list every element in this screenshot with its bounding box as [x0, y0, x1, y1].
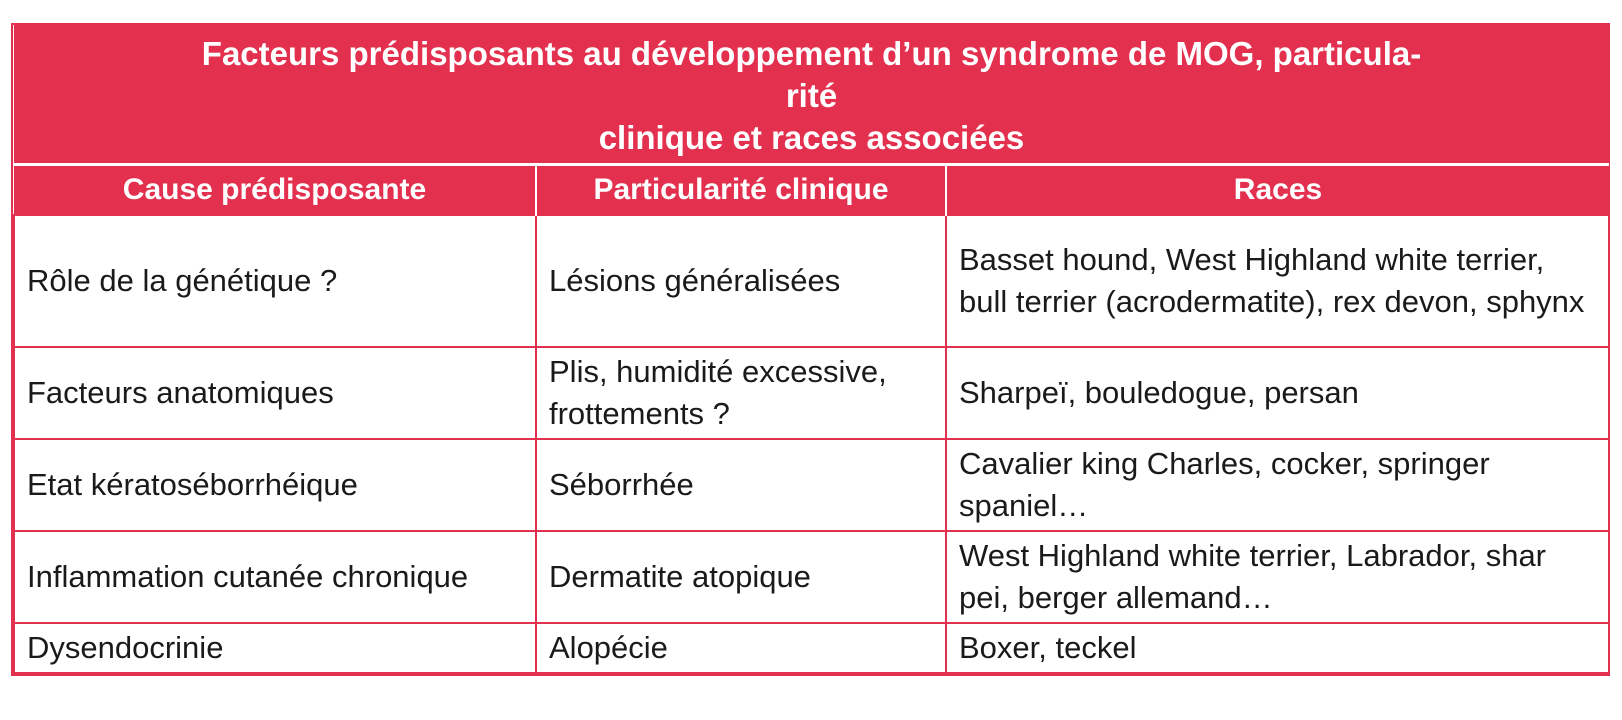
mog-table-container — [11, 23, 1610, 676]
cell-races: Sharpeï, bouledogue, persan — [946, 347, 1609, 439]
table-row — [14, 439, 1609, 531]
title-row — [14, 25, 1609, 165]
header-row — [14, 165, 1609, 215]
cell-clinique: Dermatite atopique — [536, 531, 946, 623]
table-title-line-1: Facteurs prédisposants au développement d’un syndrome de MOG, particula- — [201, 35, 1422, 72]
cell-races: Basset hound, West Highland white terrier, bull terrier (acrodermatite), rex devon, sphynx — [946, 215, 1609, 347]
table-row — [14, 623, 1609, 673]
cell-races: Cavalier king Charles, cocker, springer spaniel… — [946, 439, 1609, 531]
column-header-races: Races — [946, 165, 1609, 215]
table-title-line-2: rité — [785, 77, 838, 114]
cell-cause: Rôle de la génétique ? — [14, 215, 536, 347]
cell-cause: Facteurs anatomiques — [14, 347, 536, 439]
cell-clinique: Plis, humidité excessive, frottements ? — [536, 347, 946, 439]
table-row — [14, 215, 1609, 347]
cell-clinique: Séborrhée — [536, 439, 946, 531]
cell-races: Boxer, teckel — [946, 623, 1609, 673]
cell-races: West Highland white terrier, Labrador, shar pei, berger allemand… — [946, 531, 1609, 623]
cell-clinique: Alopécie — [536, 623, 946, 673]
cell-clinique: Lésions généralisées — [536, 215, 946, 347]
cell-cause: Inflammation cutanée chronique — [14, 531, 536, 623]
mog-factors-table — [13, 25, 1610, 674]
table-title-line-3: clinique et races associées — [598, 119, 1025, 156]
column-header-clinique: Particularité clinique — [536, 165, 946, 215]
cell-cause: Etat kératoséborrhéique — [14, 439, 536, 531]
table-title — [14, 25, 1609, 165]
table-row — [14, 531, 1609, 623]
column-header-cause: Cause prédisposante — [14, 165, 536, 215]
table-row — [14, 347, 1609, 439]
cell-cause: Dysendocrinie — [14, 623, 536, 673]
